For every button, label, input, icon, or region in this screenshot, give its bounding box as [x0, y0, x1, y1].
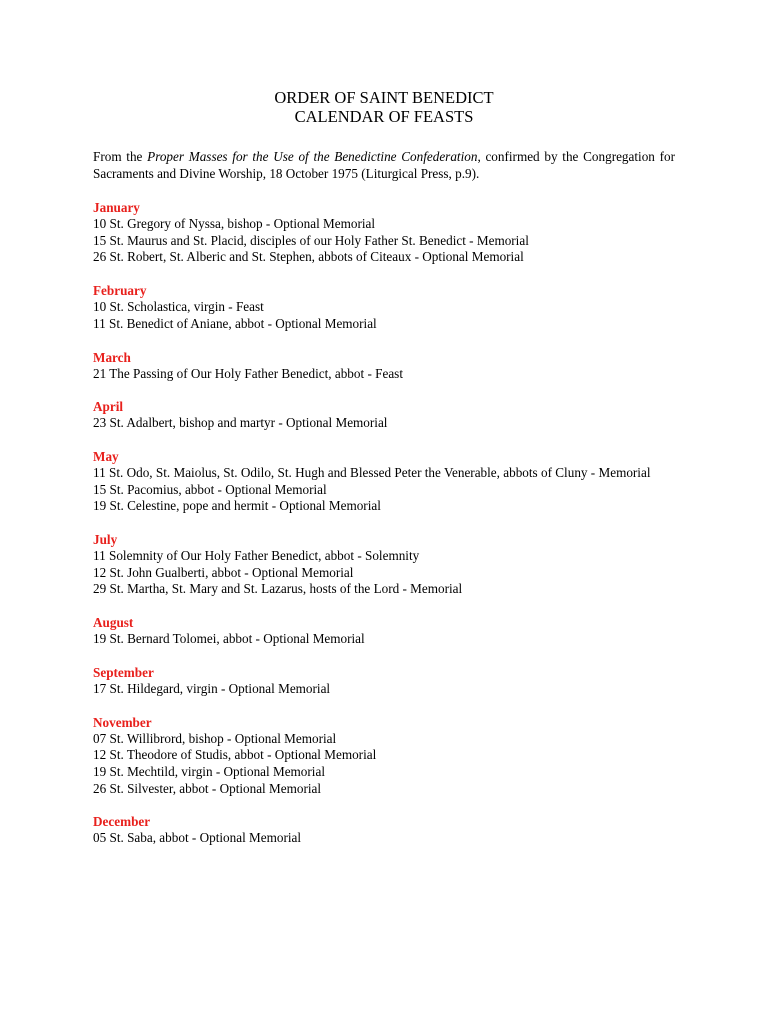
feast-entry: 11 St. Odo, St. Maiolus, St. Odilo, St. Hugh and Blessed Peter the Venerable, abbots of Cluny - Memorial	[93, 464, 651, 480]
month-heading: November	[93, 714, 152, 730]
feast-entry: 15 St. Maurus and St. Placid, disciples of our Holy Father St. Benedict - Memorial	[93, 232, 529, 248]
feast-entry: 15 St. Pacomius, abbot - Optional Memorial	[93, 481, 327, 497]
month-section-august	[93, 614, 675, 648]
feast-entry: 05 St. Saba, abbot - Optional Memorial	[93, 830, 302, 846]
month-heading: January	[93, 200, 140, 215]
feast-entry: 12 St. Theodore of Studis, abbot - Optional Memorial	[93, 747, 377, 763]
document-title	[93, 88, 675, 126]
feast-entry: 26 St. Silvester, abbot - Optional Memorial	[93, 780, 322, 796]
intro-source-title: Proper Masses for the Use of the Benedictine Confederation	[147, 149, 478, 164]
month-section-december	[93, 813, 675, 847]
month-section-january	[93, 199, 675, 266]
feast-entry: 12 St. John Gualberti, abbot - Optional Memorial	[93, 564, 354, 580]
feast-entry: 11 Solemnity of Our Holy Father Benedict, abbot - Solemnity	[93, 548, 420, 564]
document-page	[93, 88, 675, 847]
feast-entry: 21 The Passing of Our Holy Father Benedict, abbot - Feast	[93, 365, 403, 381]
month-section-july	[93, 531, 675, 598]
month-section-september	[93, 664, 675, 698]
feast-entry: 11 St. Benedict of Aniane, abbot - Optional Memorial	[93, 315, 377, 331]
intro-suffix: , confirmed by the Congregation for Sacraments and Divine Worship, 18 October 1975 (Liturgical Press, p.9).	[93, 149, 675, 181]
month-heading: September	[93, 664, 154, 680]
intro-prefix: From the	[93, 149, 148, 164]
feast-entry: 26 St. Robert, St. Alberic and St. Stephen, abbots of Citeaux - Optional Memorial	[93, 249, 524, 265]
feast-entry: 17 St. Hildegard, virgin - Optional Memorial	[93, 680, 331, 696]
month-section-february	[93, 282, 675, 332]
feast-entry: 10 St. Scholastica, virgin - Feast	[93, 299, 264, 315]
intro-paragraph	[93, 149, 675, 182]
feast-entry: 23 St. Adalbert, bishop and martyr - Optional Memorial	[93, 415, 388, 431]
feast-entry: 10 St. Gregory of Nyssa, bishop - Optional Memorial	[93, 216, 376, 231]
feast-entry: 07 St. Willibrord, bishop - Optional Memorial	[93, 730, 337, 746]
month-heading: December	[93, 814, 151, 830]
feast-entry: 29 St. Martha, St. Mary and St. Lazarus, hosts of the Lord - Memorial	[93, 581, 463, 597]
month-heading: August	[93, 615, 134, 631]
month-section-march	[93, 349, 675, 383]
calendar-list	[93, 199, 675, 847]
title-line-2: CALENDAR OF FEASTS	[294, 107, 474, 126]
month-heading: May	[93, 448, 119, 464]
feast-entry: 19 St. Celestine, pope and hermit - Optional Memorial	[93, 498, 381, 514]
month-heading: February	[93, 283, 147, 299]
feast-entry: 19 St. Mechtild, virgin - Optional Memorial	[93, 763, 325, 779]
month-section-april	[93, 398, 675, 432]
month-heading: April	[93, 399, 124, 415]
month-heading: July	[93, 532, 118, 548]
month-heading: March	[93, 349, 131, 365]
title-line-1: ORDER OF SAINT BENEDICT	[274, 88, 494, 107]
month-section-november	[93, 714, 675, 798]
month-section-may	[93, 448, 675, 515]
feast-entry: 19 St. Bernard Tolomei, abbot - Optional Memorial	[93, 631, 365, 647]
